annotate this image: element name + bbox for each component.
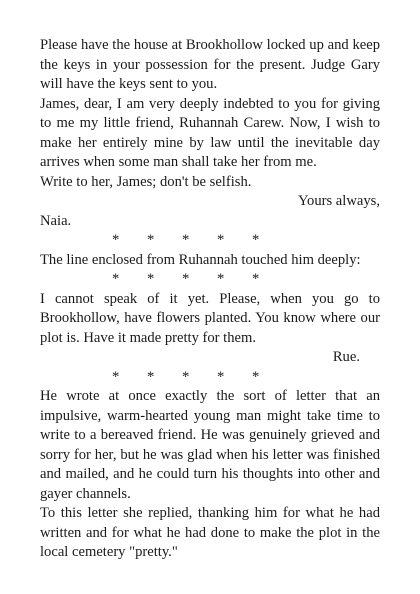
separator-star: * [182, 232, 190, 248]
paragraph: James, dear, I am very deeply indebted to you for giving to me my little friend, Ruhannah Carew. Now, I wish to make her entirely mine by law until the inevitable day arrives when some man shall take her from me. [40, 95, 380, 170]
letter-closing: Yours always, [297, 193, 380, 209]
paragraph: The line enclosed from Ruhannah touched him deeply: [40, 251, 361, 268]
separator-star: * [112, 271, 120, 287]
section-separator [40, 368, 380, 388]
section-separator [40, 270, 380, 290]
separator-star: * [147, 271, 155, 287]
separator-star: * [182, 368, 190, 385]
separator-star: * [217, 232, 225, 248]
separator-star: * [182, 271, 190, 287]
paragraph: I cannot speak of it yet. Please, when you go to Brookhollow, have flowers planted. You know where our plot is. Have it made pretty for them. [40, 290, 380, 346]
separator-star: * [252, 368, 260, 385]
separator-star: * [252, 271, 260, 287]
section-separator [40, 231, 380, 251]
paragraph: Write to her, James; don't be selfish. [40, 173, 252, 190]
separator-star: * [252, 232, 260, 248]
separator-star: * [147, 368, 155, 385]
separator-star: * [112, 232, 120, 248]
letter-signature: Rue. [332, 349, 360, 365]
separator-star: * [112, 368, 120, 385]
paragraph: Please have the house at Brookhollow locked up and keep the keys in your possession for the present. Judge Gary will have the keys sent to you. [40, 37, 380, 92]
paragraph: He wrote at once exactly the sort of letter that an impulsive, warm-hearted young man might take time to write to a bereaved friend. He was genuinely grieved and sorry for her, but he was glad when his letter was finished and mailed, and he could turn his thoughts into other and gayer channels. [40, 388, 380, 502]
separator-star: * [147, 232, 155, 248]
separator-star: * [217, 368, 225, 385]
paragraph: To this letter she replied, thanking him for what he had written and for what he had done to make the plot in the local cemetery "pretty." [40, 505, 380, 560]
letter-signature: Naia. [40, 212, 72, 229]
document-page [40, 36, 380, 563]
separator-star: * [217, 271, 225, 287]
